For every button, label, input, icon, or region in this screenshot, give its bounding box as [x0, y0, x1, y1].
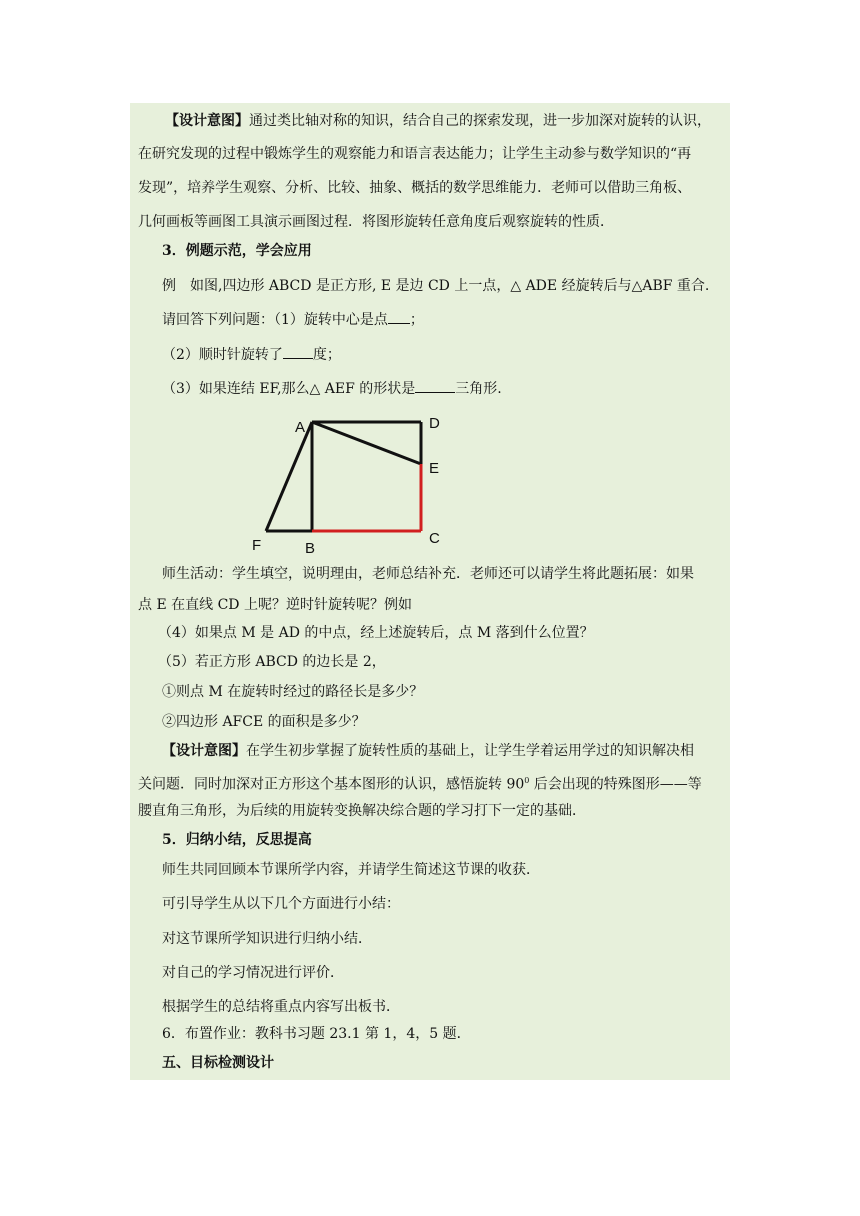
example-statement: 例 如图,四边形 ABCD 是正方形, E 是边 CD 上一点，△ ADE 经旋转后与△ABF 重合.	[162, 278, 710, 294]
text-line: 在研究发现的过程中锻炼学生的观察能力和语言表达能力；让学生主动参与数学知识的“再	[138, 146, 692, 162]
question-1: 请回答下列问题：（1）旋转中心是点 ；	[162, 312, 424, 328]
text-line: 几何画板等画图工具演示画图过程．将图形旋转任意角度后观察旋转的性质．	[138, 214, 614, 230]
section-heading: 五、目标检测设计	[162, 1055, 274, 1071]
design-intent-tag: 【设计意图】	[162, 743, 246, 759]
vertex-label-A: A	[295, 419, 306, 436]
question-5a: ①则点 M 在旋转时经过的路径长是多少？	[162, 684, 424, 700]
summary-line: 对自己的学习情况进行评价．	[162, 965, 344, 981]
section-heading: 3．例题示范，学会应用	[162, 243, 312, 259]
summary-line: 可引导学生从以下几个方面进行小结：	[162, 896, 400, 912]
vertex-label-D: D	[429, 415, 440, 432]
question-5: （5）若正方形 ABCD 的边长是 2，	[158, 654, 386, 670]
summary-line: 对这节课所学知识进行归纳小结．	[162, 931, 372, 947]
question-3: （3）如果连结 EF,那么△ AEF 的形状是 三角形.	[162, 381, 502, 397]
design-intent-paragraph: 【设计意图】通过类比轴对称的知识，结合自己的探索发现，进一步加深对旋转的认识，	[165, 113, 711, 129]
text-line: 腰直角三角形，为后续的用旋转变换解决综合题的学习打下一定的基础．	[138, 803, 586, 819]
summary-line: 根据学生的总结将重点内容写出板书．	[162, 999, 400, 1015]
activity-line: 师生活动：学生填空，说明理由，老师总结补充．老师还可以请学生将此题拓展：如果	[162, 566, 694, 582]
segment-AE	[312, 422, 421, 464]
question-5b: ②四边形 AFCE 的面积是多少？	[162, 714, 366, 730]
activity-line: 点 E 在直线 CD 上呢？逆时针旋转呢？例如	[138, 597, 412, 613]
question-4: （4）如果点 M 是 AD 的中点，经上述旋转后，点 M 落到什么位置？	[158, 625, 594, 641]
vertex-label-F: F	[252, 537, 262, 554]
vertex-label-B: B	[305, 540, 316, 557]
vertex-label-E: E	[429, 460, 440, 477]
homework-line: 6．布置作业：教科书习题 23.1 第 1，4，5 题．	[162, 1026, 471, 1042]
text-line: 关问题．同时加深对正方形这个基本图形的认识，感悟旋转 $90^0$ 后会出现的特殊图形——等	[138, 776, 702, 793]
section-heading: 5．归纳小结，反思提高	[162, 832, 312, 848]
vertex-label-C: C	[429, 530, 440, 547]
design-intent-tag: 【设计意图】	[165, 113, 249, 129]
segment-AF	[266, 422, 312, 531]
design-intent-paragraph: 【设计意图】在学生初步掌握了旋转性质的基础上，让学生学着运用学过的知识解决相	[162, 743, 694, 759]
question-2: （2）顺时针旋转了 度；	[162, 347, 341, 363]
text-line: 发现”，培养学生观察、分析、比较、抽象、概括的数学思维能力．老师可以借助三角板、	[138, 180, 692, 196]
summary-line: 师生共同回顾本节课所学内容，并请学生简述这节课的收获．	[162, 862, 540, 878]
